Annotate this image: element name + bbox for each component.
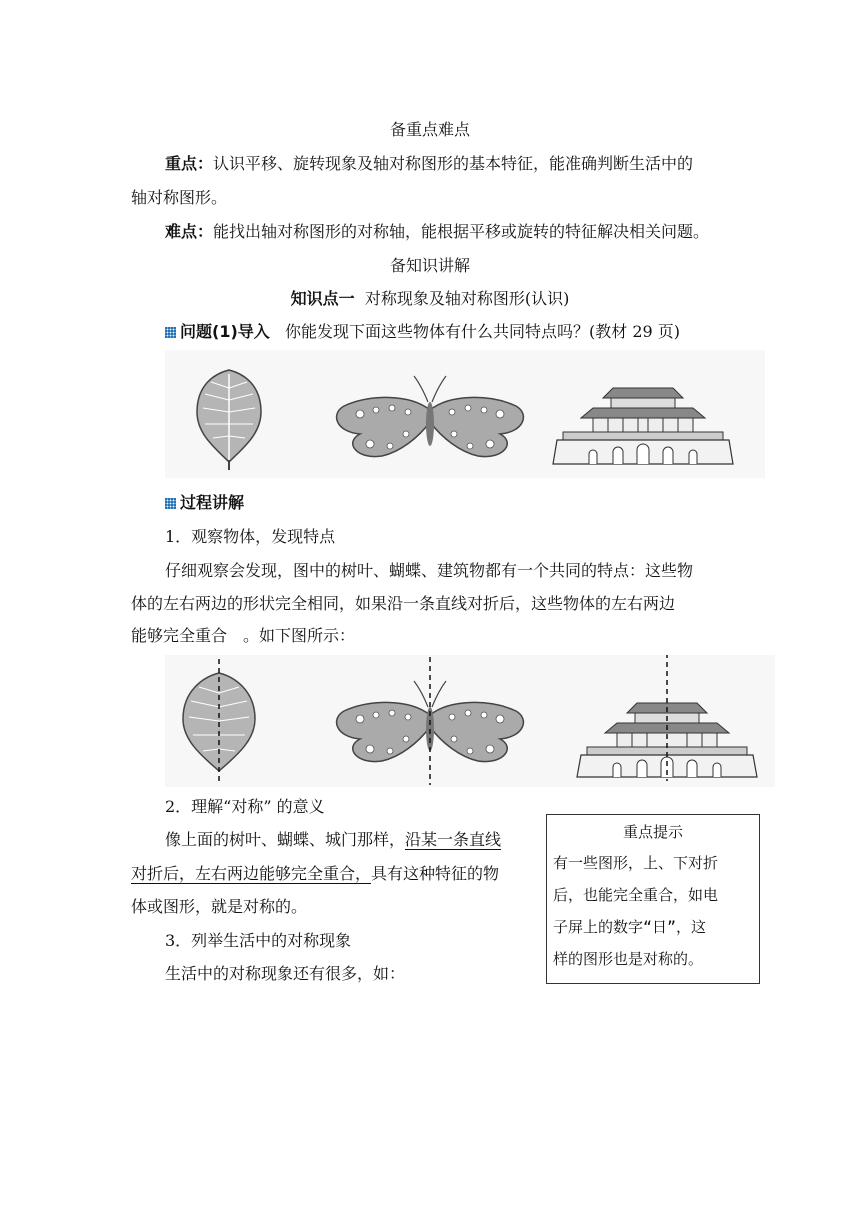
difficult-point-text: 能找出轴对称图形的对称轴，能根据平移或旋转的特征解决相关问题。 bbox=[213, 222, 710, 241]
step3-line1: 生活中的对称现象还有很多，如： bbox=[165, 964, 406, 983]
step2-line2-b: 具有这种特征的物 bbox=[371, 864, 500, 883]
step2-line2-a: 对折后，左右两边能够完全重合， bbox=[131, 864, 372, 883]
question-line bbox=[165, 322, 680, 342]
grid-square-icon bbox=[165, 327, 176, 338]
step1-line2: 体的左右两边的形状完全相同，如果沿一条直线对折后，这些物体的左右两边 bbox=[131, 594, 676, 613]
tip-box-title: 重点提示 bbox=[622, 823, 683, 841]
key-point-line1 bbox=[165, 154, 693, 174]
section-title-key-difficult: 备重点难点 bbox=[389, 120, 470, 139]
knowledge-point-heading bbox=[0, 289, 860, 309]
step2-heading: 2．理解“对称” 的意义 bbox=[165, 797, 325, 816]
process-label: 过程讲解 bbox=[180, 493, 245, 512]
step2-line1 bbox=[165, 830, 501, 850]
tip-box-line4: 样的图形也是对称的。 bbox=[553, 950, 704, 968]
figure-objects-with-axes bbox=[165, 655, 775, 787]
process-heading bbox=[165, 493, 244, 513]
step1-line3: 能够完全重合 。如下图所示： bbox=[131, 626, 356, 645]
step1-heading: 1．观察物体，发现特点 bbox=[165, 527, 336, 546]
question-text: 你能发现下面这些物体有什么共同特点吗？(教材 29 页) bbox=[285, 322, 681, 341]
tip-box bbox=[546, 814, 760, 984]
section-title-knowledge: 备知识讲解 bbox=[389, 256, 470, 275]
step2-line3: 体或图形，就是对称的。 bbox=[131, 897, 308, 916]
key-point-line2: 轴对称图形。 bbox=[131, 188, 228, 207]
knowledge-point-label: 知识点一 bbox=[290, 289, 355, 308]
step3-heading: 3．列举生活中的对称现象 bbox=[165, 931, 352, 950]
difficult-point-label: 难点： bbox=[165, 222, 214, 241]
step2-line2 bbox=[131, 864, 499, 884]
step2-line1-a: 像上面的树叶、蝴蝶、城门那样， bbox=[165, 830, 406, 849]
knowledge-point-title: 对称现象及轴对称图形(认识) bbox=[364, 289, 570, 308]
question-label: 问题(1)导入 bbox=[180, 322, 270, 341]
tip-box-line2: 后，也能完全重合，如电 bbox=[553, 886, 719, 904]
key-point-label: 重点： bbox=[165, 154, 214, 173]
tip-box-line3: 子屏上的数字“日”，这 bbox=[553, 918, 707, 936]
step1-line1: 仔细观察会发现，图中的树叶、蝴蝶、建筑物都有一个共同的特点：这些物 bbox=[165, 561, 694, 580]
grid-square-icon bbox=[165, 498, 176, 509]
key-point-text: 认识平移、旋转现象及轴对称图形的基本特征，能准确判断生活中的 bbox=[213, 154, 694, 173]
tip-box-line1: 有一些图形，上、下对折 bbox=[553, 854, 719, 872]
figure-objects bbox=[165, 350, 765, 478]
difficult-point bbox=[165, 222, 709, 242]
step2-line1-b: 沿某一条直线 bbox=[405, 830, 502, 849]
